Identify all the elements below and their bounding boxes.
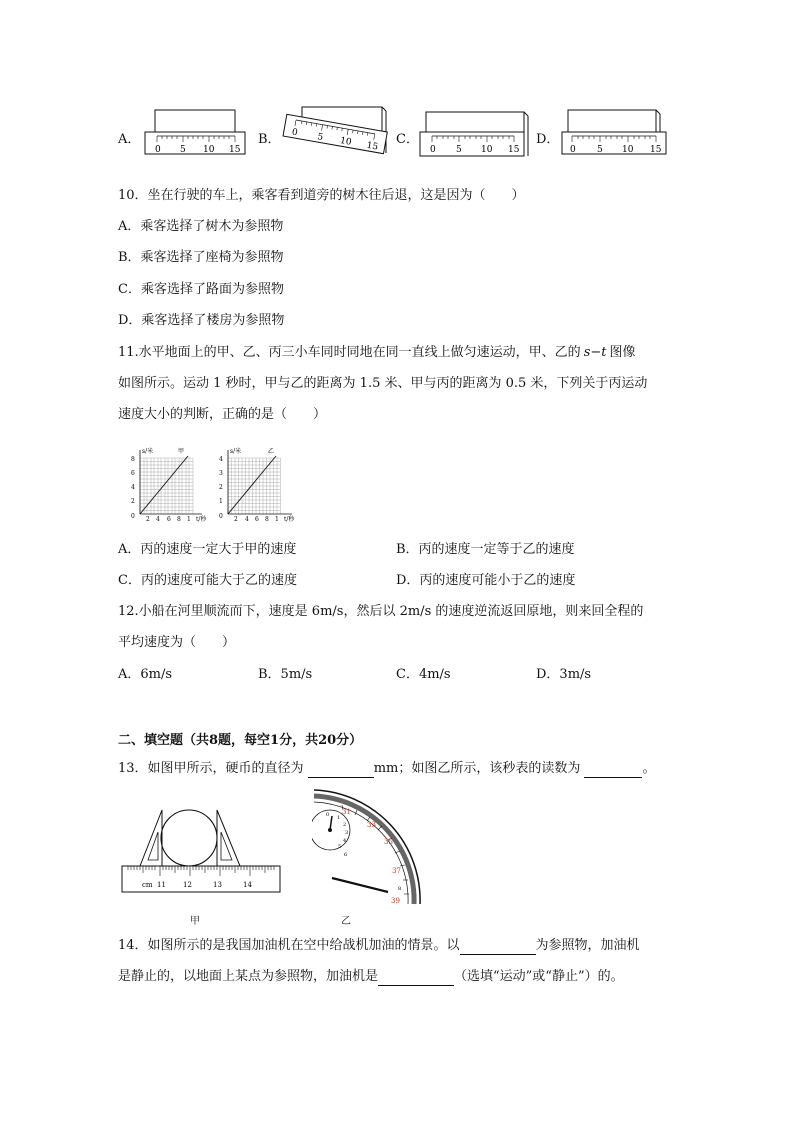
q9-option-a-figure bbox=[143, 108, 248, 158]
ruler-tick: 10 bbox=[481, 145, 493, 155]
ruler-tick: 12 bbox=[183, 881, 192, 889]
q10-option-d: D．乘客选择了楼房为参照物 bbox=[118, 313, 285, 328]
graph-xlabel: t/秒 bbox=[284, 516, 295, 523]
q13-text-2: mm；如图乙所示，该秒表的读数为 bbox=[373, 761, 585, 776]
graph-xtick: 4 bbox=[156, 516, 160, 523]
ruler-tick: 11 bbox=[157, 881, 166, 889]
q9-option-d-figure bbox=[560, 108, 670, 158]
q14-blank-state[interactable] bbox=[378, 971, 454, 986]
q9-option-d-letter: D． bbox=[536, 132, 560, 147]
ruler-tick: 15 bbox=[365, 140, 379, 153]
graph-xtick: 1 bbox=[275, 516, 279, 523]
graph-xtick: 4 bbox=[245, 516, 249, 523]
q14-text-2: 为参照物，加油机 bbox=[535, 938, 640, 953]
graph-xtick: 2 bbox=[146, 516, 150, 523]
dial-inner-number: 1 bbox=[337, 815, 341, 821]
dial-inner-number: 5 bbox=[338, 844, 342, 850]
graph-ytick: 3 bbox=[219, 470, 223, 477]
graph-xtick: 2 bbox=[234, 516, 238, 523]
q10-stem: 10．坐在行驶的车上，乘客看到道旁的树木往后退，这是因为（ ） bbox=[118, 188, 525, 203]
q14-stem-line2 bbox=[118, 968, 624, 986]
graph-ytick: 8 bbox=[131, 456, 135, 463]
q13-text-3: 。 bbox=[642, 761, 656, 776]
graph-series-label: 甲 bbox=[178, 448, 185, 455]
graph-xtick: 1 bbox=[187, 516, 191, 523]
ruler-tick: 5 bbox=[456, 145, 462, 155]
ruler-tick: 15 bbox=[650, 145, 662, 155]
q10-option-c: C．乘客选择了路面为参照物 bbox=[118, 282, 284, 297]
ruler-tick: 15 bbox=[229, 145, 241, 155]
q12-stem-line2: 平均速度为（ ） bbox=[118, 635, 236, 650]
graph-ytick: 0 bbox=[219, 513, 223, 520]
q11-option-c: C．丙的速度可能大于乙的速度 bbox=[118, 573, 297, 588]
q11-stem-text-end: 图像 bbox=[609, 345, 636, 360]
q11-stem-line3: 速度大小的判断，正确的是（ ） bbox=[118, 407, 327, 422]
q13-text-1: 13．如图甲所示，硬币的直径为 bbox=[118, 761, 308, 776]
graph-ytick: 4 bbox=[131, 484, 135, 491]
q10-option-b: B．乘客选择了座椅为参照物 bbox=[118, 250, 284, 265]
section-heading-fill-in: 二、填空题（共8题，每空1分，共20分） bbox=[118, 733, 363, 748]
ruler-tick: 0 bbox=[290, 127, 299, 139]
ruler-tick: 5 bbox=[316, 132, 324, 143]
dial-inner-number: 4 bbox=[343, 838, 347, 844]
ruler-tick: 0 bbox=[430, 145, 436, 155]
graph-ytick: 4 bbox=[219, 456, 223, 463]
q10-option-a: A．乘客选择了树木为参照物 bbox=[118, 219, 284, 234]
q13-caption-yi: 乙 bbox=[341, 916, 351, 927]
dial-inner-number: 2 bbox=[343, 822, 347, 828]
dial-outer-number: 35 bbox=[384, 838, 393, 846]
dial-inner-number: 6 bbox=[344, 852, 348, 858]
q12-stem-line1: 12.小船在河里顺流而下，速度是 6m/s，然后以 2m/s 的速度逆流返回原地，则来回全程的 bbox=[118, 604, 644, 619]
q13-caption-jia: 甲 bbox=[190, 916, 200, 927]
graph-ytick: 2 bbox=[131, 498, 135, 505]
q13-figure-coin-ruler bbox=[120, 808, 284, 896]
dial-inner-number: 8 bbox=[398, 886, 402, 892]
graph-xtick: 8 bbox=[265, 516, 269, 523]
dial-outer-number: 31 bbox=[342, 808, 351, 816]
q11-stem-line2: 如图所示。运动 1 秒时，甲与乙的距离为 1.5 米、甲与丙的距离为 0.5 米，下列关于丙运动 bbox=[118, 376, 648, 391]
q9-option-c-letter: C． bbox=[396, 132, 419, 147]
ruler-unit-label: cm bbox=[142, 881, 153, 889]
graph-ytick: 1 bbox=[219, 498, 223, 505]
graph-xlabel: t/秒 bbox=[196, 516, 207, 523]
q11-stem-text: 11.水平地面上的甲、乙、丙三小车同时同地在同一直线上做匀速运动，甲、乙的 bbox=[118, 345, 581, 360]
q11-graph-jia bbox=[126, 444, 210, 524]
dial-inner-number: 0 bbox=[326, 812, 330, 818]
q11-st-symbol: s−t bbox=[583, 345, 607, 360]
q9-option-c-figure bbox=[418, 110, 530, 160]
ruler-tick: 10 bbox=[203, 145, 215, 155]
q12-option-d: D．3m/s bbox=[536, 667, 592, 682]
q12-option-c: C．4m/s bbox=[396, 667, 451, 682]
dial-outer-number: 33 bbox=[367, 821, 376, 829]
dial-outer-number: 37 bbox=[392, 867, 401, 875]
graph-xtick: 6 bbox=[255, 516, 259, 523]
q11-option-d: D．丙的速度可能小于乙的速度 bbox=[396, 573, 576, 588]
ruler-tick: 5 bbox=[180, 145, 186, 155]
q14-blank-reference[interactable] bbox=[460, 940, 536, 955]
graph-xtick: 8 bbox=[177, 516, 181, 523]
graph-ylabel: s/米 bbox=[142, 448, 154, 455]
graph-ytick: 6 bbox=[131, 470, 135, 477]
ruler-tick: 5 bbox=[597, 145, 603, 155]
q11-stem-line1 bbox=[118, 344, 636, 362]
graph-ytick: 2 bbox=[219, 484, 223, 491]
q14-text-4: （选填“运动”或“静止”）的。 bbox=[454, 969, 624, 984]
q11-option-a: A．丙的速度一定大于甲的速度 bbox=[118, 542, 297, 557]
dial-outer-number: 39 bbox=[391, 897, 400, 905]
ruler-tick: 0 bbox=[570, 145, 576, 155]
q12-option-b: B．5m/s bbox=[258, 667, 313, 682]
q14-text-1: 14．如图所示的是我国加油机在空中给战机加油的情景。以 bbox=[118, 938, 460, 953]
q11-option-b: B．丙的速度一定等于乙的速度 bbox=[396, 542, 575, 557]
q13-stem bbox=[118, 760, 656, 778]
dial-inner-number: 3 bbox=[345, 830, 349, 836]
q13-blank-diameter[interactable] bbox=[308, 763, 374, 778]
ruler-tick: 15 bbox=[508, 145, 520, 155]
q13-blank-stopwatch[interactable] bbox=[584, 763, 642, 778]
q9-option-a-letter: A． bbox=[118, 132, 141, 147]
ruler-tick: 10 bbox=[622, 145, 634, 155]
q12-option-a: A．6m/s bbox=[118, 667, 173, 682]
q9-option-b-figure bbox=[280, 105, 390, 163]
graph-xtick: 6 bbox=[167, 516, 171, 523]
ruler-tick: 13 bbox=[213, 881, 222, 889]
q11-graph-yi bbox=[212, 444, 302, 524]
ruler-tick: 14 bbox=[243, 881, 252, 889]
graph-series-label: 乙 bbox=[268, 448, 275, 455]
ruler-tick: 10 bbox=[339, 136, 353, 148]
graph-ytick: 0 bbox=[131, 513, 135, 520]
ruler-tick: 0 bbox=[155, 145, 161, 155]
q14-text-3: 是静止的，以地面上某点为参照物，加油机是 bbox=[118, 969, 379, 984]
q9-option-b-letter: B． bbox=[258, 132, 281, 147]
q13-figure-stopwatch bbox=[312, 786, 424, 908]
q14-stem-line1 bbox=[118, 937, 640, 955]
graph-ylabel: s/米 bbox=[230, 448, 242, 455]
